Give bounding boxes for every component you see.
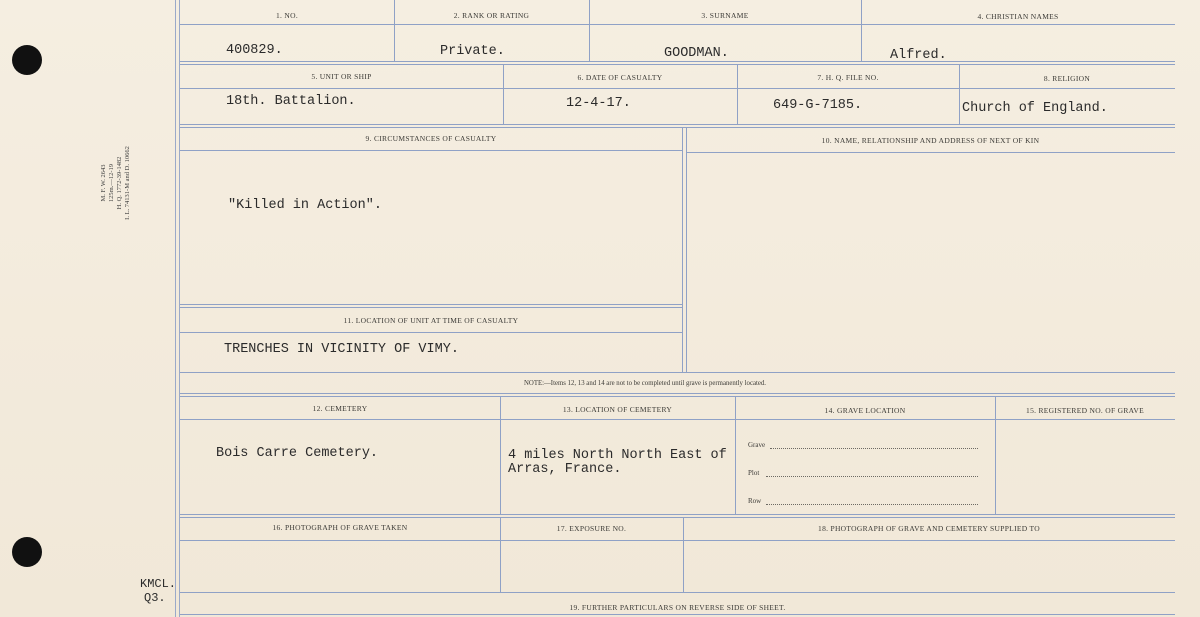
location-cemetery-value-line1: 4 miles North North East of	[508, 448, 727, 463]
circumstances-value: "Killed in Action".	[228, 198, 382, 213]
rule	[180, 332, 682, 333]
rule	[180, 64, 1175, 65]
rule	[861, 0, 862, 61]
rank-label: 2. RANK OR RATING	[453, 11, 530, 20]
rule	[959, 64, 960, 124]
hq-file-label: 7. H. Q. FILE NO.	[817, 73, 879, 82]
location-unit-label: 11. LOCATION OF UNIT AT TIME OF CASUALTY	[343, 316, 519, 325]
rule	[180, 24, 1175, 25]
archive-reference: KMCL. Q3.	[140, 577, 177, 605]
christian-names-label: 4. CHRISTIAN NAMES	[977, 12, 1059, 21]
location-cemetery-value-line2: Arras, France.	[508, 462, 622, 477]
rule	[180, 514, 1175, 515]
margin-rule	[175, 0, 176, 617]
next-of-kin-label: 10. NAME, RELATIONSHIP AND ADDRESS OF NEXT OF KIN	[821, 136, 1040, 145]
date-casualty-label: 6. DATE OF CASUALTY	[577, 73, 663, 82]
rule	[180, 304, 682, 305]
unit-label: 5. UNIT OR SHIP	[311, 72, 372, 81]
location-unit-value: TRENCHES IN VICINITY OF VIMY.	[224, 342, 459, 357]
plot-row-label: Plot	[748, 469, 760, 477]
cemetery-label: 12. CEMETERY	[312, 404, 368, 413]
further-particulars-label: 19. FURTHER PARTICULARS ON REVERSE SIDE OF SHEET.	[569, 603, 786, 612]
cemetery-value: Bois Carre Cemetery.	[216, 446, 379, 461]
hq-file-value: 649-G-7185.	[773, 98, 863, 113]
rule	[682, 127, 683, 372]
rule	[180, 393, 1175, 394]
location-cemetery-label: 13. LOCATION OF CEMETERY	[562, 405, 673, 414]
grave-row-label: Grave	[748, 441, 766, 449]
rule	[180, 517, 1175, 518]
photo-taken-label: 16. PHOTOGRAPH OF GRAVE TAKEN	[272, 523, 408, 532]
religion-label: 8. RELIGION	[1043, 74, 1091, 83]
rule	[180, 396, 1175, 397]
punch-hole-bottom	[12, 537, 42, 567]
unit-value: 18th. Battalion.	[226, 94, 356, 109]
rule	[180, 61, 1175, 62]
rule	[686, 152, 1175, 153]
rule	[180, 614, 1175, 615]
grave-dotted-line	[770, 448, 978, 449]
rank-value: Private.	[440, 44, 505, 59]
rule	[394, 0, 395, 61]
no-value: 400829.	[226, 43, 283, 58]
registered-no-label: 15. REGISTERED NO. OF GRAVE	[1026, 406, 1144, 415]
rule	[180, 372, 1175, 373]
form-print-reference: M. F. W. 2643 125m.—12-19 H. Q. 1772-39-1482 I. L. 74131-M and D. 10662	[100, 146, 131, 220]
rule	[686, 127, 687, 372]
no-label: 1. NO.	[275, 11, 298, 20]
rule	[589, 0, 590, 61]
rule	[180, 592, 1175, 593]
religion-value: Church of England.	[962, 101, 1108, 116]
punch-hole-top	[12, 45, 42, 75]
photo-supplied-label: 18. PHOTOGRAPH OF GRAVE AND CEMETERY SUPPLIED TO	[818, 524, 1040, 533]
exposure-no-label: 17. EXPOSURE NO.	[556, 524, 627, 533]
rule	[180, 150, 682, 151]
rule	[180, 419, 1175, 420]
grave-location-label: 14. GRAVE LOCATION	[824, 406, 906, 415]
rule	[180, 124, 1175, 125]
date-casualty-value: 12-4-17.	[566, 96, 631, 111]
rule	[180, 88, 1175, 89]
surname-value: GOODMAN.	[664, 46, 729, 61]
rule	[180, 307, 682, 308]
plot-dotted-line	[766, 476, 978, 477]
christian-names-value: Alfred.	[890, 48, 947, 63]
rule	[180, 540, 1175, 541]
circumstances-label: 9. CIRCUMSTANCES OF CASUALTY	[365, 134, 497, 143]
row-row-label: Row	[748, 497, 762, 505]
note-text: NOTE:—Items 12, 13 and 14 are not to be completed until grave is permanently located.	[524, 380, 766, 387]
surname-label: 3. SURNAME	[701, 11, 749, 20]
rule	[180, 127, 1175, 128]
row-dotted-line	[766, 504, 978, 505]
